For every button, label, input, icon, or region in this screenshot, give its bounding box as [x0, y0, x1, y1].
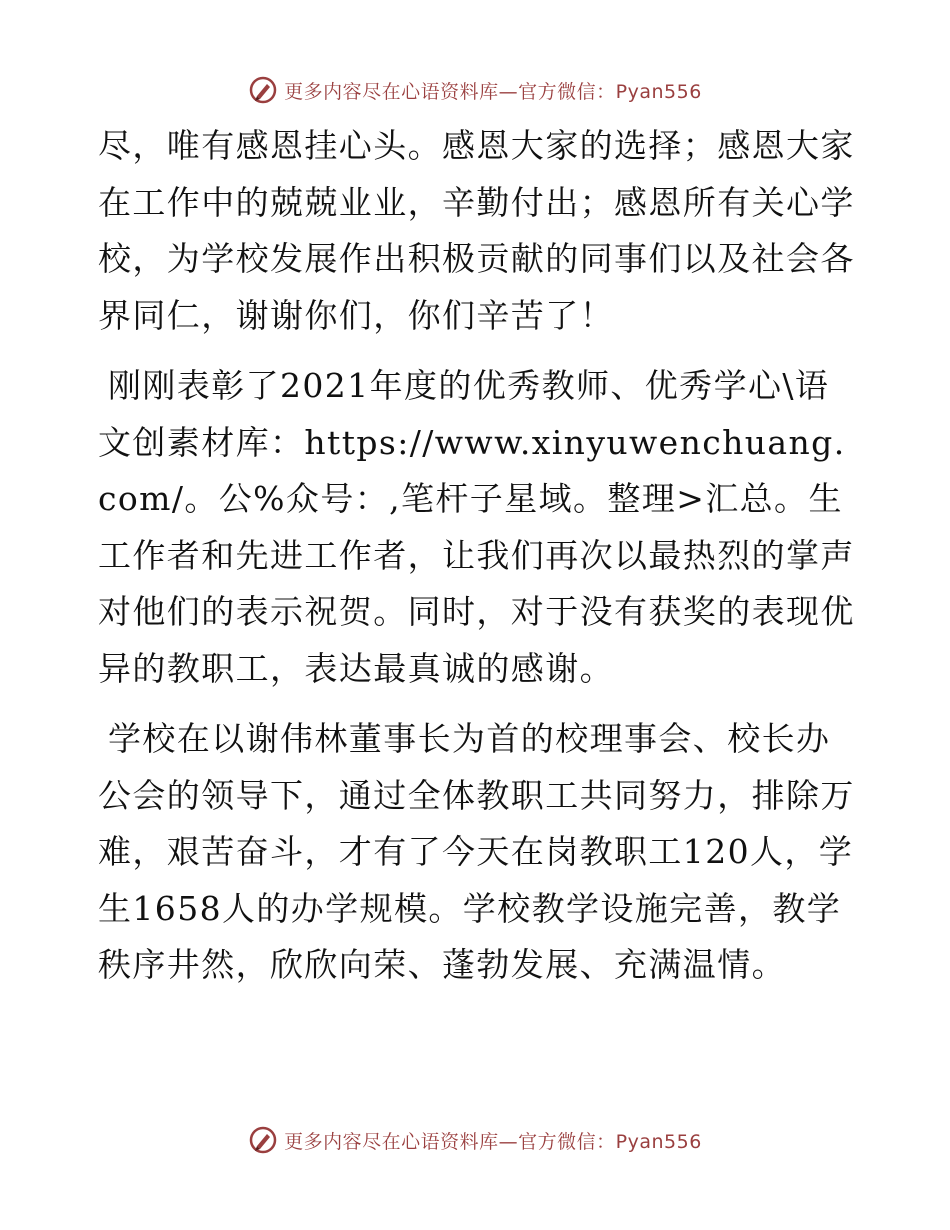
pen-logo-icon — [248, 1125, 278, 1155]
document-body — [98, 118, 858, 1008]
pen-logo-icon — [248, 75, 278, 105]
header-watermark — [0, 70, 950, 110]
paragraph-3: 学校在以谢伟林董事长为首的校理事会、校长办公会的领导下，通过全体教职工共同努力，排除万难，艰苦奋斗，才有了今天在岗教职工120人，学生1658人的办学规模。学校教学设施完善，教学秩序井然，欣欣向荣、蓬勃发展、充满温情。 — [98, 719, 855, 984]
footer-watermark-text: 更多内容尽在心语资料库—官方微信：Pyan556 — [284, 1130, 702, 1153]
paragraph-1: 尽，唯有感恩挂心头。感恩大家的选择；感恩大家在工作中的兢兢业业，辛勤付出；感恩所有关心学校，为学校发展作出积极贡献的同事们以及社会各界同仁，谢谢你们，你们辛苦了！ — [98, 126, 855, 335]
footer-watermark — [0, 1120, 950, 1160]
header-watermark-text: 更多内容尽在心语资料库—官方微信：Pyan556 — [284, 80, 702, 103]
paragraph-2: 刚刚表彰了2021年度的优秀教师、优秀学心\语文创素材库：https://www.xinyuwenchuang.com/。公%众号：,笔杆子星域。整理>汇总。生工作者和先进工作者，让我们再次以最热烈的掌声对他们的表示祝贺。同时，对于没有获奖的表现优异的教职工，表达最真诚的感谢。 — [98, 366, 855, 688]
